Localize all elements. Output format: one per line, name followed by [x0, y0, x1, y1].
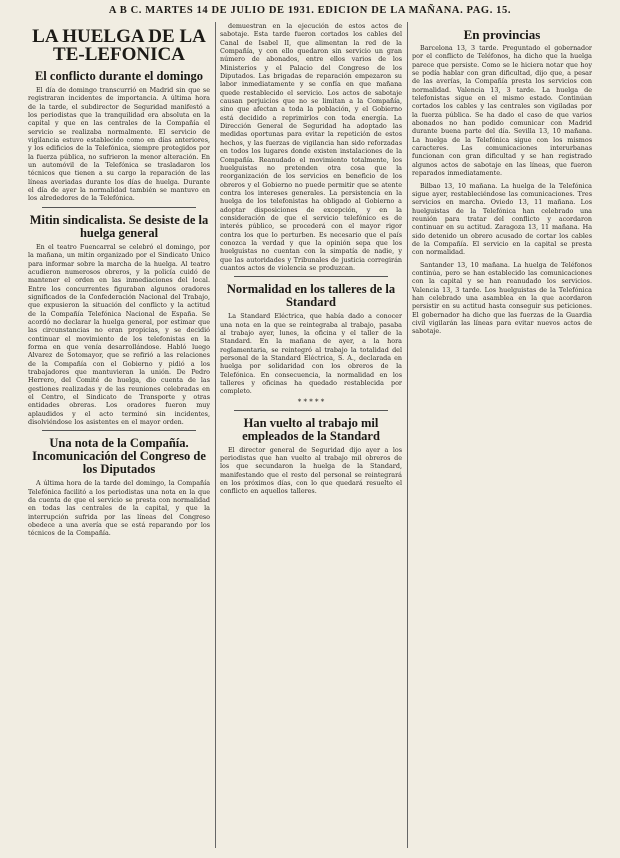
column-rule: [215, 22, 216, 848]
article-body: La Standard Eléctrica, que había dado a conocer una nota en la que se reintegraba al trabajo, pasaba al trabajo ayer, lunes, la oficina y el taller de la Standard. En la mañana de ayer, a la hora reglamentaria, se reintegró al trabajo la totalidad del personal de la Standard Eléctrica, S. A., declarada en huelga por solidaridad con los obreros de la Telefónica. En consecuencia, la normalidad en los talleres y oficinas ha quedado restablecida por completo.: [220, 312, 402, 396]
article-body: A última hora de la tarde del domingo, la Compañía Telefónica facilitó a los periodistas una nota en la que da cuenta de que el servicio se presta con normalidad en todas las centrales de la capital, y que la interrupción sufrida por las líneas del Congreso obedece a una avería que se está reparando por los técnicos de la Compañía.: [28, 479, 210, 538]
divider: [42, 430, 196, 431]
article-body: El día de domingo transcurrió en Madrid sin que se registraran incidentes de importancia. A última hora de la tarde, el subdirector de Seguridad manifestó a los periodistas que la tranquilidad era absoluta en la capital y que en las centrales de la Compañía el servicio se realizaba normalmente. El servicio de vigilancia estuvo establecido como en días anteriores, y los edificios de la Telefónica, siempre protegidos por la fuerza pública, no sufrieron la menor alteración. En un automóvil de la Telefónica se trasladaron los técnicos que tienen a su cargo la reparación de las líneas averiadas durante los días de huelga. Durante el día de ayer la normalidad también se mantuvo en los alrededores de la Telefónica.: [28, 86, 210, 203]
article-headline: El conflicto durante el domingo: [34, 69, 204, 83]
divider: [234, 276, 388, 277]
article-body: Santander 13, 10 mañana. La huelga de Teléfonos continúa, pero se han establecido las comunicaciones con la capital y se han reanudado los servicios. Valencia 13, 3 tarde. Los huelguistas de la Telefónica han celebrado una asamblea en la que acordaron persistir en su actitud hasta conseguir sus peticiones. El gobernador ha dicho que las fuerzas de la Guardia civil vigilarán las líneas para evitar nuevos actos de sabotaje.: [412, 260, 592, 336]
article-headline: En provincias: [463, 27, 541, 42]
separator-stars: * * * * *: [297, 397, 325, 406]
article-body: Barcelona 13, 3 tarde. Preguntado el gobernador por el conflicto de Teléfonos, ha dicho que la huelga parece que persiste. Como se le hiciera notar que hoy se podía hablar con gran dificultad, dijo que, a pesar de las averías, la Compañía presta los servicios con normalidad. Valencia 13, 3 tarde. La huelga de telefonistas sigue en el mismo estado. Continúan cortados los cables y las centrales son vigiladas por la fuerza pública. Se ha dado el caso de que varios abonados no han podido comunicar con Madrid durante buena parte del día. Sevilla 13, 10 mañana. La huelga de la Telefónica sigue con los mismos caracteres. Las comunicaciones interurbanas funcionan con gran dificultad y se han registrado algunos actos de sabotaje en las líneas, que fueron reparados inmediatamente.: [412, 44, 592, 178]
column-rule: [407, 22, 408, 848]
article-headline: Normalidad en los talleres de la Standard: [226, 282, 396, 310]
article-body: Bilbao 13, 10 mañana. La huelga de la Telefónica sigue ayer, restableciéndose las comunicaciones. Tres servicios en marcha. Oviedo 13, 11 mañana. Los huelguistas de la Telefónica han celebrado una reunión para tratar del conflicto y acordaron continuar en su actitud. Zaragoza 13, 11 mañana. Ha sido detenido un obrero acusado de cortar los cables de la Compañía. El servicio en la capital se presta con normalidad.: [412, 181, 592, 257]
column-3: [412, 22, 592, 852]
article-body: El director general de Seguridad dijo ayer a los periodistas que han vuelto al trabajo mil obreros de los que secundaron la huelga de la Standard, manifestando que el resto del personal se reintegrará en los próximos días, con lo que quedará resuelto el conflicto en aquellos talleres.: [220, 445, 402, 496]
article-headline: Han vuelto al trabajo mil empleados de la Standard: [242, 415, 380, 443]
article-body: demuestran en la ejecución de estos actos de sabotaje. Esta tarde fueron cortados los cables del Canal de Isabel II, que alimentan la red de la Compañía, y con ello quedaron sin servicio un gran número de abonados, entre ellos varios de los Ministerios y el Palacio del Congreso de los Diputados. Las brigadas de reparación empezaron su labor inmediatamente y se confía en que mañana quede restablecido el servicio. Los actos de sabotaje causan perjuicios que no se limitan a la Compañía, sino que afectan a toda la población, y el Gobierno está decidido a reprimirlos con toda energía. La Dirección General de Seguridad ha adoptado las medidas oportunas para evitar la repetición de estos hechos, y las fuerzas de vigilancia han sido reforzadas en todos los lugares donde existen instalaciones de la Compañía. Reanudado el movimiento totalmente, los huelguistas no pretenden otra cosa que la reorganización de los servicios en beneficio de los obreros y el Gobierno no puede permitir que se atente contra los intereses generales. La persistencia en la huelga de los telefonistas ha obligado al Gobierno a adoptar disposiciones de excepción, y en la consideración de que el servicio telefónico es de interés público, se procederá con el mayor rigor contra los que lo perturben. Es necesario que el país conozca la verdad y que la opinión sepa que los huelguistas no cuentan con la simpatía de nadie, y que las autoridades y Tribunales de justicia corregirán cuantos actos de violencia se produzcan.: [220, 22, 402, 272]
article-headline: Una nota de la Compañía. Incomunicación del Congreso de los Diputados: [32, 436, 206, 477]
column-2: [220, 22, 402, 852]
page-header: A B C. MARTES 14 DE JULIO DE 1931. EDICION DE LA MAÑANA. PAG. 15.: [108, 5, 512, 16]
article-body: En el teatro Fuencarral se celebró el domingo, por la mañana, un mitin organizado por el Sindicato Unico para informar sobre la marcha de la huelga. Al teatro acudieron numerosos obreros, y la policía cuidó de mantener el orden en las inmediaciones del local. Entre los concurrentes figuraban algunos oradores significados de la Confederación Nacional del Trabajo, que expusieron la situación del conflicto y la actitud de la Compañía Telefónica Nacional de España. Se acordó no declarar la huelga general, por estimar que las circunstancias no eran propicias, y se decidió continuar el movimiento de los telefonistas en la forma en que venía desarrollándose. Habló luego Alvarez de Sotomayor, que se refirió a las relaciones de la Compañía con el Gobierno y pidió a los trabajadores que mantuvieran la unión. De Pedro Herrero, del Comité de huelga, dio cuenta de las gestiones realizadas y de las reuniones celebradas en el Centro, el Sindicato de Transporte y otras entidades obreras. Los oradores fueron muy aplaudidos y el acto terminó sin incidentes, disolviéndose los asistentes en el mayor orden.: [28, 242, 210, 427]
divider: [42, 207, 196, 208]
main-headline: LA HUELGA DE LA TE-LEFONICA: [32, 26, 206, 65]
article-headline: Mitin sindicalista. Se desiste de la huelga general: [29, 212, 209, 240]
column-1: [28, 22, 210, 852]
divider: [234, 410, 388, 411]
